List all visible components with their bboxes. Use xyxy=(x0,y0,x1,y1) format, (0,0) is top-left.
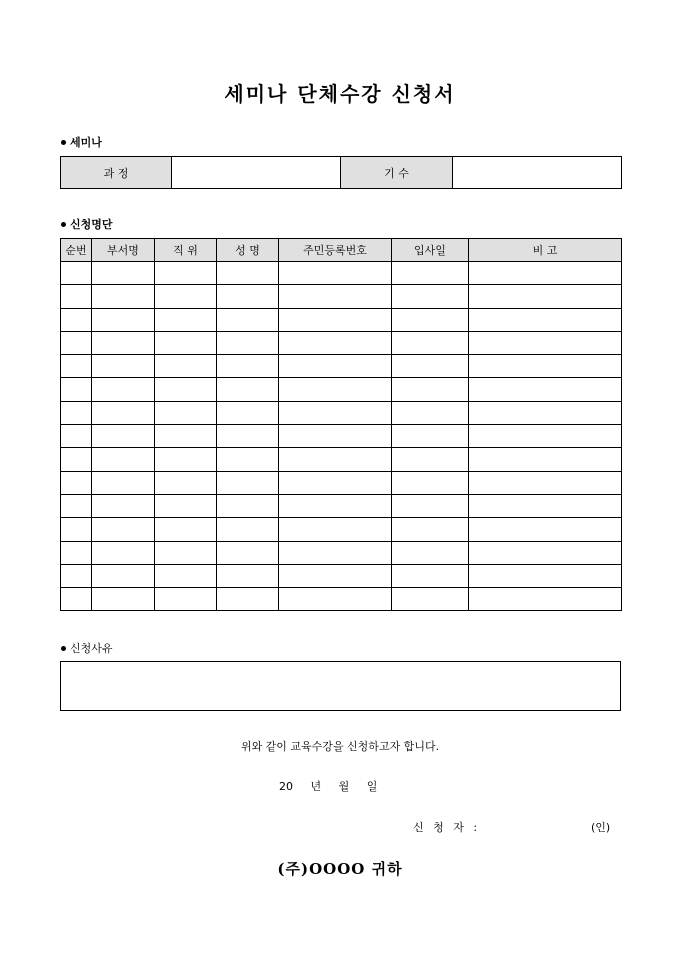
cell-resident-number[interactable] xyxy=(279,285,392,308)
cell-hire-date[interactable] xyxy=(392,308,469,331)
cell-name[interactable] xyxy=(217,541,279,564)
cell-number[interactable] xyxy=(61,308,92,331)
cell-resident-number[interactable] xyxy=(279,588,392,611)
cell-position[interactable] xyxy=(155,471,217,494)
cell-resident-number[interactable] xyxy=(279,308,392,331)
cell-name[interactable] xyxy=(217,285,279,308)
bullet-icon xyxy=(61,646,66,651)
cell-position[interactable] xyxy=(155,541,217,564)
reason-section-label xyxy=(61,640,113,656)
cell-remarks[interactable] xyxy=(469,518,622,541)
seal-label: (인) xyxy=(591,821,611,834)
cell-position[interactable] xyxy=(155,448,217,471)
cell-department[interactable] xyxy=(92,494,155,517)
column-header-remarks: 비 고 xyxy=(469,239,622,262)
table-row xyxy=(61,285,622,308)
cell-name[interactable] xyxy=(217,588,279,611)
cell-department[interactable] xyxy=(92,471,155,494)
cell-department[interactable] xyxy=(92,331,155,354)
cell-name[interactable] xyxy=(217,564,279,587)
cell-resident-number[interactable] xyxy=(279,471,392,494)
roster-body xyxy=(61,262,622,611)
table-row xyxy=(61,471,622,494)
seminar-label-text: 세미나 xyxy=(70,136,102,149)
cell-position[interactable] xyxy=(155,518,217,541)
cell-hire-date[interactable] xyxy=(392,448,469,471)
cell-position[interactable] xyxy=(155,401,217,424)
table-row xyxy=(61,378,622,401)
cell-number[interactable] xyxy=(61,494,92,517)
cell-remarks[interactable] xyxy=(469,308,622,331)
cell-number[interactable] xyxy=(61,425,92,448)
cell-number[interactable] xyxy=(61,471,92,494)
term-label: 기 수 xyxy=(341,157,453,189)
reason-field[interactable] xyxy=(60,661,621,711)
cell-resident-number[interactable] xyxy=(279,425,392,448)
applicant-label: 신 청 자 : xyxy=(413,821,481,834)
cell-hire-date[interactable] xyxy=(392,471,469,494)
cell-hire-date[interactable] xyxy=(392,541,469,564)
cell-number[interactable] xyxy=(61,518,92,541)
cell-position[interactable] xyxy=(155,355,217,378)
cell-hire-date[interactable] xyxy=(392,494,469,517)
cell-department[interactable] xyxy=(92,262,155,285)
column-header-name: 성 명 xyxy=(217,239,279,262)
course-label: 과 정 xyxy=(61,157,172,189)
cell-department[interactable] xyxy=(92,588,155,611)
column-header-position: 직 위 xyxy=(155,239,217,262)
cell-resident-number[interactable] xyxy=(279,378,392,401)
table-row xyxy=(61,494,622,517)
cell-hire-date[interactable] xyxy=(392,262,469,285)
roster-label-text: 신청명단 xyxy=(70,218,113,231)
cell-department[interactable] xyxy=(92,448,155,471)
cell-number[interactable] xyxy=(61,541,92,564)
cell-remarks[interactable] xyxy=(469,331,622,354)
cell-hire-date[interactable] xyxy=(392,285,469,308)
cell-department[interactable] xyxy=(92,378,155,401)
cell-resident-number[interactable] xyxy=(279,401,392,424)
table-row xyxy=(61,425,622,448)
cell-remarks[interactable] xyxy=(469,588,622,611)
cell-number[interactable] xyxy=(61,378,92,401)
cell-remarks[interactable] xyxy=(469,378,622,401)
table-row xyxy=(61,448,622,471)
cell-number[interactable] xyxy=(61,285,92,308)
cell-position[interactable] xyxy=(155,285,217,308)
cell-position[interactable] xyxy=(155,425,217,448)
bullet-icon xyxy=(61,222,66,227)
column-header-number: 순번 xyxy=(61,239,92,262)
table-row xyxy=(61,541,622,564)
cell-position[interactable] xyxy=(155,564,217,587)
cell-number[interactable] xyxy=(61,331,92,354)
bullet-icon xyxy=(61,140,66,145)
cell-number[interactable] xyxy=(61,355,92,378)
cell-resident-number[interactable] xyxy=(279,448,392,471)
cell-name[interactable] xyxy=(217,448,279,471)
cell-resident-number[interactable] xyxy=(279,355,392,378)
cell-remarks[interactable] xyxy=(469,541,622,564)
cell-name[interactable] xyxy=(217,378,279,401)
cell-name[interactable] xyxy=(217,401,279,424)
table-row xyxy=(61,518,622,541)
cell-name[interactable] xyxy=(217,355,279,378)
seminar-table xyxy=(60,156,622,189)
cell-position[interactable] xyxy=(155,308,217,331)
cell-hire-date[interactable] xyxy=(392,378,469,401)
column-header-resident-number: 주민등록번호 xyxy=(279,239,392,262)
cell-resident-number[interactable] xyxy=(279,262,392,285)
roster-table xyxy=(60,238,622,611)
cell-position[interactable] xyxy=(155,331,217,354)
cell-name[interactable] xyxy=(217,425,279,448)
table-row xyxy=(61,262,622,285)
cell-department[interactable] xyxy=(92,308,155,331)
cell-name[interactable] xyxy=(217,494,279,517)
cell-department[interactable] xyxy=(92,401,155,424)
cell-department[interactable] xyxy=(92,518,155,541)
cell-number[interactable] xyxy=(61,588,92,611)
cell-hire-date[interactable] xyxy=(392,564,469,587)
column-header-hire-date: 입사일 xyxy=(392,239,469,262)
cell-department[interactable] xyxy=(92,285,155,308)
cell-resident-number[interactable] xyxy=(279,331,392,354)
table-row xyxy=(61,331,622,354)
roster-section-label xyxy=(61,216,113,232)
cell-position[interactable] xyxy=(155,262,217,285)
cell-resident-number[interactable] xyxy=(279,541,392,564)
cell-department[interactable] xyxy=(92,564,155,587)
cell-remarks[interactable] xyxy=(469,401,622,424)
cell-number[interactable] xyxy=(61,448,92,471)
cell-hire-date[interactable] xyxy=(392,331,469,354)
cell-hire-date[interactable] xyxy=(392,588,469,611)
cell-name[interactable] xyxy=(217,518,279,541)
table-row xyxy=(61,564,622,587)
cell-name[interactable] xyxy=(217,471,279,494)
cell-number[interactable] xyxy=(61,262,92,285)
cell-resident-number[interactable] xyxy=(279,494,392,517)
cell-name[interactable] xyxy=(217,331,279,354)
date-line: 20 년 월 일 xyxy=(279,780,378,793)
cell-department[interactable] xyxy=(92,425,155,448)
table-row xyxy=(61,308,622,331)
reason-label-text: 신청사유 xyxy=(70,642,113,655)
cell-hire-date[interactable] xyxy=(392,355,469,378)
statement-text: 위와 같이 교육수강을 신청하고자 합니다. xyxy=(240,740,440,753)
cell-remarks[interactable] xyxy=(469,355,622,378)
seminar-section-label xyxy=(61,134,102,150)
cell-remarks[interactable] xyxy=(469,564,622,587)
cell-hire-date[interactable] xyxy=(392,425,469,448)
cell-remarks[interactable] xyxy=(469,471,622,494)
course-field[interactable] xyxy=(172,157,341,189)
cell-remarks[interactable] xyxy=(469,448,622,471)
cell-position[interactable] xyxy=(155,494,217,517)
cell-remarks[interactable] xyxy=(469,425,622,448)
cell-resident-number[interactable] xyxy=(279,564,392,587)
recipient-line: (주)OOOO 귀하 xyxy=(277,860,403,878)
table-row xyxy=(61,588,622,611)
cell-remarks[interactable] xyxy=(469,494,622,517)
cell-name[interactable] xyxy=(217,308,279,331)
roster-header-row xyxy=(61,239,622,262)
cell-name[interactable] xyxy=(217,262,279,285)
column-header-department: 부서명 xyxy=(92,239,155,262)
cell-remarks[interactable] xyxy=(469,262,622,285)
term-field[interactable] xyxy=(453,157,622,189)
document-title: 세미나 단체수강 신청서 xyxy=(224,82,456,106)
cell-hire-date[interactable] xyxy=(392,518,469,541)
cell-number[interactable] xyxy=(61,564,92,587)
table-row xyxy=(61,355,622,378)
table-row xyxy=(61,401,622,424)
cell-remarks[interactable] xyxy=(469,285,622,308)
cell-position[interactable] xyxy=(155,588,217,611)
cell-position[interactable] xyxy=(155,378,217,401)
cell-resident-number[interactable] xyxy=(279,518,392,541)
cell-number[interactable] xyxy=(61,401,92,424)
cell-department[interactable] xyxy=(92,541,155,564)
cell-department[interactable] xyxy=(92,355,155,378)
cell-hire-date[interactable] xyxy=(392,401,469,424)
